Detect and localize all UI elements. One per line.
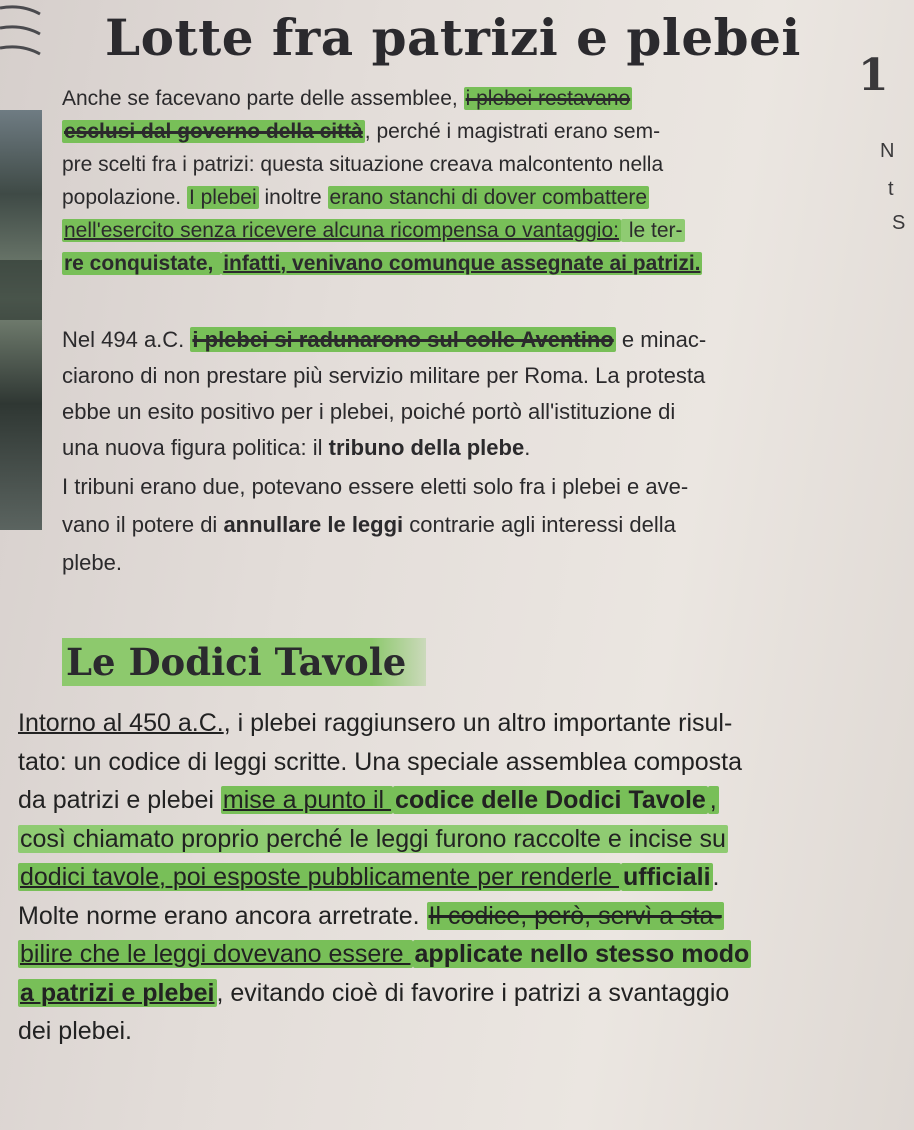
section-title: Le Dodici Tavole xyxy=(62,638,426,686)
highlighted-text: dodici tavole, poi esposte pubblicamente per renderle xyxy=(20,863,619,891)
text-run: , evitando cioè di favorire i patrizi a svantaggio xyxy=(216,978,730,1007)
page-number: 1 xyxy=(858,50,889,101)
text-run: Molte norme erano ancora arretrate. xyxy=(18,901,427,930)
highlighted-text: mise a punto il xyxy=(222,786,392,814)
highlighted-text: codice delle Dodici Tavole xyxy=(395,786,706,814)
bold-text: tribuno della plebe xyxy=(328,435,525,460)
text-run: Anche se facevano parte delle assemblee, xyxy=(62,87,464,110)
highlighted-text: le ter- xyxy=(622,219,683,242)
highlighted-text: , xyxy=(709,786,717,814)
text-run: , perché i magistrati erano sem- xyxy=(364,120,661,143)
left-margin-photo xyxy=(0,110,42,530)
text-line: plebe. xyxy=(62,550,122,575)
highlighted-text: erano stanchi di dover combattere xyxy=(329,186,648,209)
highlighted-text: applicate nello stesso modo xyxy=(414,940,750,968)
text-run: vano il potere di xyxy=(62,512,224,537)
underlined-text: Intorno al 450 a.C. xyxy=(18,709,224,737)
text-run: e minac- xyxy=(615,327,707,352)
highlighted-text: infatti, venivano comunque assegnate ai patrizi. xyxy=(223,252,701,275)
highlighted-text: nell'esercito senza ricevere alcuna ricompensa o vantaggio: xyxy=(64,219,619,242)
spiral-binding-icon xyxy=(0,0,50,70)
text-line: ebbe un esito positivo per i plebei, poiché portò all'istituzione di xyxy=(62,399,676,424)
text-run: . xyxy=(712,863,720,891)
text-run: una nuova figura politica: il xyxy=(62,435,329,460)
text-line: ciarono di non prestare più servizio militare per Roma. La protesta xyxy=(62,363,706,388)
highlighted-text: a patrizi e plebei xyxy=(20,978,215,1007)
highlighted-text: ufficiali xyxy=(623,863,711,891)
text-run: contrarie agli interessi della xyxy=(403,512,676,537)
bold-text: annullare le leggi xyxy=(223,512,404,537)
highlighted-text: i plebei restavano xyxy=(465,87,631,110)
paragraph-3 xyxy=(62,468,892,582)
text-line: tato: un codice di leggi scritte. Una speciale assemblea composta xyxy=(18,747,742,776)
page-title: Lotte fra patrizi e plebei xyxy=(105,8,801,67)
text-run: , i plebei raggiunsero un altro importante risul- xyxy=(223,709,733,737)
text-run: inoltre xyxy=(258,186,328,209)
edge-mark: S xyxy=(892,212,906,234)
highlighted-text: Il codice, però, servì a sta- xyxy=(428,901,722,930)
highlighted-text: esclusi dal governo della città xyxy=(64,120,363,143)
edge-mark: N xyxy=(880,140,895,162)
paragraph-4 xyxy=(18,704,898,1051)
text-run: Nel 494 a.C. xyxy=(62,327,191,352)
text-run: da patrizi e plebei xyxy=(18,786,221,814)
highlighted-text: bilire che le leggi dovevano essere xyxy=(20,940,411,968)
text-run: popolazione. xyxy=(62,186,187,209)
paragraph-1 xyxy=(62,82,895,280)
text-run: . xyxy=(524,435,531,460)
edge-mark: t xyxy=(888,178,894,200)
highlighted-text: re conquistate, xyxy=(64,252,220,275)
highlighted-text: I plebei xyxy=(188,186,257,209)
paragraph-2 xyxy=(62,322,892,466)
text-line: I tribuni erano due, potevano essere eletti solo fra i plebei e ave- xyxy=(62,474,689,499)
highlighted-text: così chiamato proprio perché le leggi furono raccolte e incise su xyxy=(20,824,726,853)
highlighted-text: i plebei si radunarono sul colle Aventino xyxy=(192,327,614,352)
text-line: dei plebei. xyxy=(18,1017,132,1045)
text-line: pre scelti fra i patrizi: questa situazione creava malcontento nella xyxy=(62,153,664,176)
